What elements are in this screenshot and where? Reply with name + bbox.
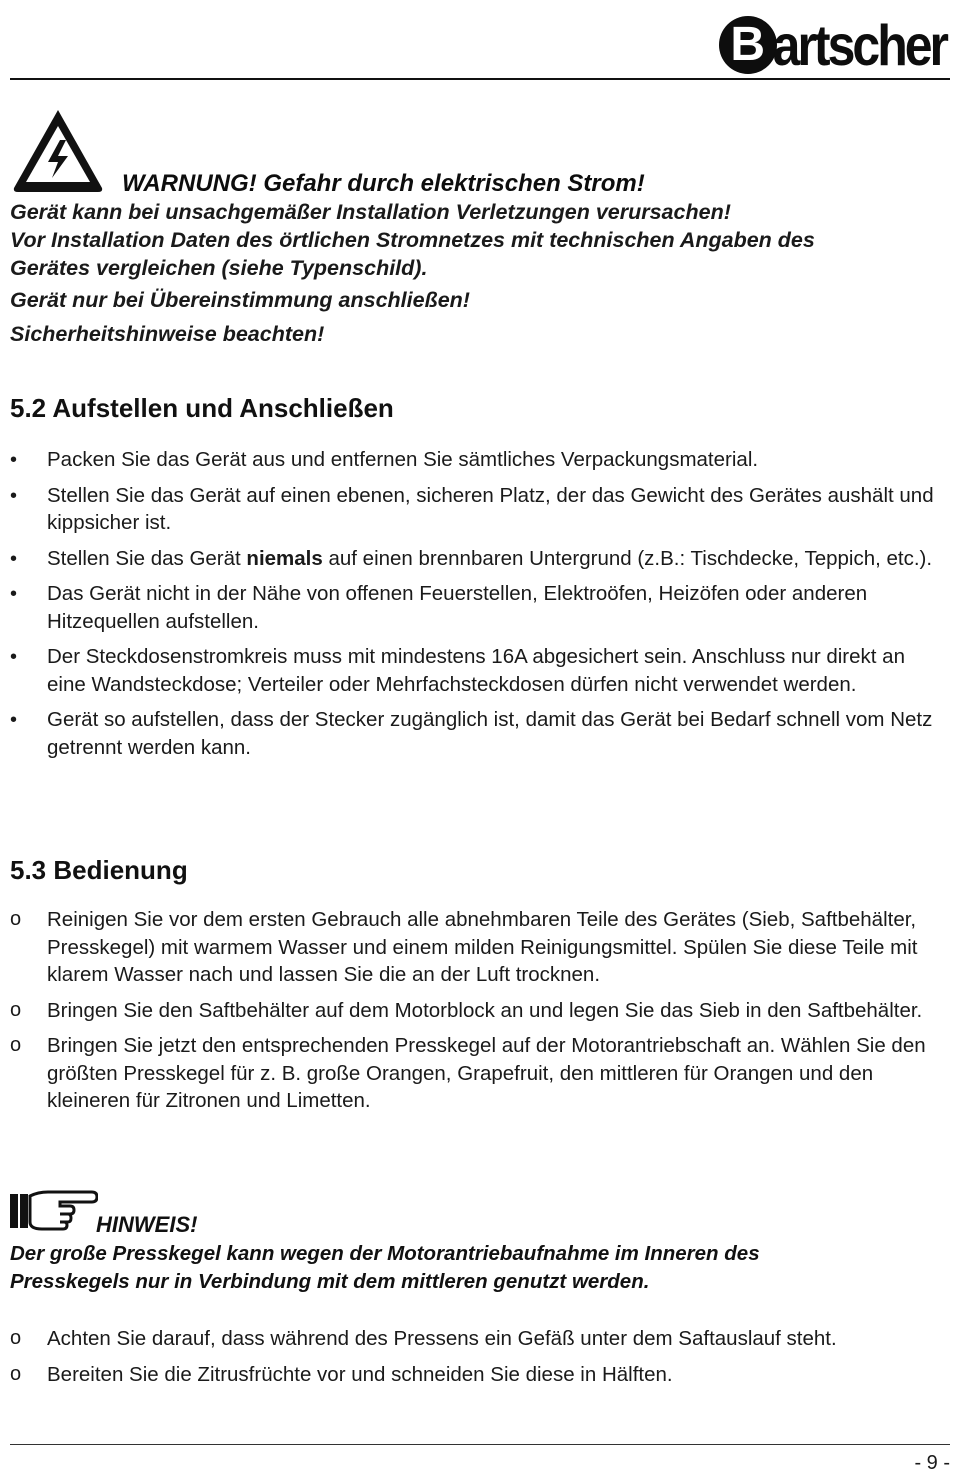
list-item-text: Bringen Sie den Saftbehälter auf dem Motorblock an und legen Sie das Sieb in den Saftbehälter.	[47, 998, 923, 1022]
list-item-text: Reinigen Sie vor dem ersten Gebrauch alle abnehmbaren Teile des Gerätes (Sieb, Saftbehälter, Presskegel) mit warmem Wasser und einem milden Reinigungsmittel. Spülen Sie diese Teile mit klarem Wasser nach und lassen Sie die an der Luft trocknen.	[47, 908, 918, 986]
bullet-icon	[10, 706, 17, 735]
list-item	[10, 545, 945, 573]
hinweis-text	[10, 1240, 760, 1296]
circle-bullet: o	[10, 1362, 22, 1385]
warning-line: Sicherheitshinweise beachten!	[10, 322, 325, 346]
list-item-text: Bereiten Sie die Zitrusfrüchte vor und schneiden Sie diese in Hälften.	[47, 1362, 673, 1386]
header-divider	[10, 78, 950, 80]
list-item	[10, 580, 945, 635]
hinweis-line: Der große Presskegel kann wegen der Motorantriebaufnahme im Inneren des	[10, 1242, 760, 1265]
list-item-text: Der Steckdosenstromkreis muss mit mindestens 16A abgesichert sein. Anschluss nur direkt an eine Wandsteckdose; Verteiler oder Mehrfachsteckdosen dürfen nicht verwendet werden.	[47, 645, 905, 696]
warning-text	[10, 198, 815, 348]
list-item-text	[47, 547, 932, 570]
footer-divider	[10, 1444, 950, 1445]
final-list	[10, 1325, 945, 1396]
pointing-hand-icon	[8, 1186, 98, 1237]
circle-bullet: o	[10, 1327, 22, 1349]
list-item	[10, 1032, 945, 1115]
logo-letter: B	[719, 16, 777, 74]
electric-warning-icon	[10, 106, 106, 199]
list-item-text: Stellen Sie das Gerät auf einen ebenen, sicheren Platz, der das Gewicht des Gerätes aushält und kippsicher ist.	[47, 483, 934, 534]
list-item	[10, 482, 945, 537]
bullet-icon	[10, 482, 17, 511]
list-item-text: Gerät so aufstellen, dass der Stecker zugänglich ist, damit das Gerät bei Bedarf schnell vom Netz getrennt werden kann.	[47, 708, 933, 759]
bullet-icon	[10, 446, 17, 475]
operation-list	[10, 906, 945, 1123]
list-item-text: Packen Sie das Gerät aus und entfernen Sie sämtliches Verpackungsmaterial.	[47, 448, 759, 471]
bullet-icon	[10, 545, 17, 574]
bullet-icon	[10, 580, 17, 609]
warning-line: Gerät nur bei Übereinstimmung anschließen!	[10, 288, 470, 312]
warning-line: Gerät kann bei unsachgemäßer Installation Verletzungen verursachen!	[10, 200, 731, 224]
section-heading-5-2: 5.2 Aufstellen und Anschließen	[10, 393, 394, 423]
logo-text: artscher	[772, 13, 946, 78]
text-part: Stellen Sie das Gerät	[47, 546, 247, 570]
hinweis-title: HINWEIS!	[96, 1212, 198, 1237]
bartscher-logo	[719, 4, 946, 78]
bullet-icon	[10, 643, 17, 672]
setup-list	[10, 446, 945, 769]
circle-bullet: o	[10, 908, 22, 930]
list-item-text: Achten Sie darauf, dass während des Pressens ein Gefäß unter dem Saftauslauf steht.	[47, 1327, 837, 1350]
list-item	[10, 1361, 945, 1389]
list-item	[10, 997, 945, 1025]
warning-title: WARNUNG! Gefahr durch elektrischen Strom!	[122, 170, 645, 197]
warning-line: Gerätes vergleichen (siehe Typenschild).	[10, 256, 428, 280]
list-item	[10, 643, 945, 698]
list-item	[10, 706, 945, 761]
hinweis-line: Presskegels nur in Verbindung mit dem mittleren genutzt werden.	[10, 1270, 650, 1293]
circle-bullet: o	[10, 998, 22, 1021]
text-part: auf einen brennbaren Untergrund (z.B.: Tischdecke, Teppich, etc.).	[322, 546, 933, 570]
list-item-text: Das Gerät nicht in der Nähe von offenen Feuerstellen, Elektroöfen, Heizöfen oder anderen Hitzequellen aufstellen.	[47, 582, 868, 633]
section-heading-5-3: 5.3 Bedienung	[10, 855, 188, 885]
list-item-text: Bringen Sie jetzt den entsprechenden Presskegel auf der Motorantriebschaft an. Wählen Sie den größten Presskegel für z. B. große Orangen, Grapefruit, den mittleren für Orangen und den kleineren für Zitronen und Limetten.	[47, 1034, 926, 1112]
list-item	[10, 446, 945, 474]
list-item	[10, 906, 945, 989]
page-number: - 9 -	[914, 1452, 950, 1474]
circle-bullet: o	[10, 1034, 22, 1056]
emphasis: niemals	[246, 546, 323, 570]
list-item	[10, 1325, 945, 1353]
warning-line: Vor Installation Daten des örtlichen Stromnetzes mit technischen Angaben des	[10, 228, 815, 252]
